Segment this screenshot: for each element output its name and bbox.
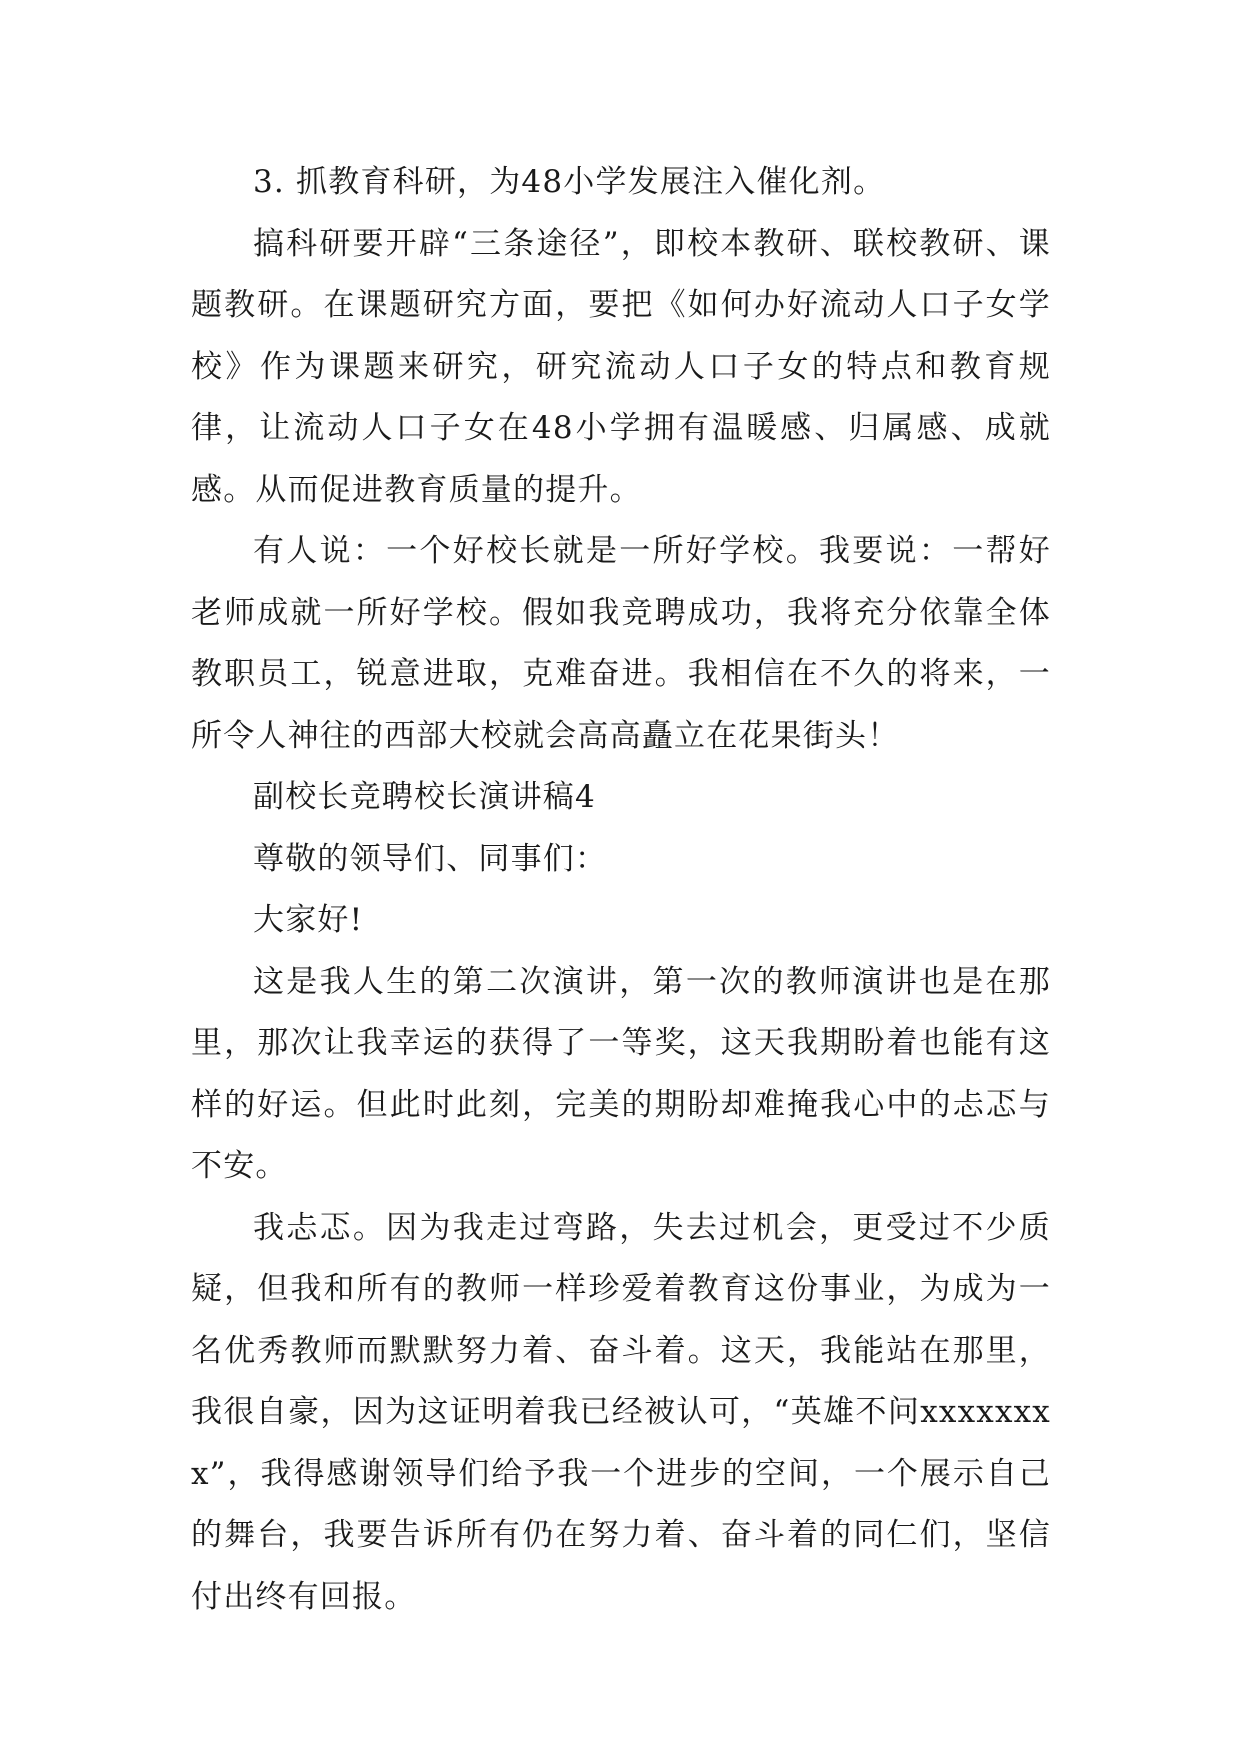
paragraph-second-speech: 这是我人生的第二次演讲，第一次的教师演讲也是在那里，那次让我幸运的获得了一等奖，这天我期盼着也能有这样的好运。但此时此刻，完美的期盼却难掩我心中的忐忑与不安。 bbox=[191, 963, 1051, 1184]
greeting: 大家好! bbox=[253, 902, 364, 938]
paragraph-good-teachers: 有人说：一个好校长就是一所好学校。我要说：一帮好老师成就一所好学校。假如我竞聘成功，我将充分依靠全体教职员工，锐意进取，克难奋进。我相信在不久的将来，一所令人神往的西部大校就会高高矗立在花果街头！ bbox=[191, 533, 1051, 754]
paragraph-nervous: 我忐忑。因为我走过弯路，失去过机会，更受过不少质疑，但我和所有的教师一样珍爱着教育这份事业，为成为一名优秀教师而默默努力着、奋斗着。这天，我能站在那里，我很自豪，因为这证明着我已经被认可，“英雄不问xxxxxxxx”，我得感谢领导们给予我一个进步的空间，一个展示自己的舞台，我要告诉所有仍在努力着、奋斗着的同仁们，坚信付出终有回报。 bbox=[191, 1209, 1051, 1615]
speech-title: 副校长竞聘校长演讲稿4 bbox=[253, 779, 596, 815]
paragraph-research: 搞科研要开辟“三条途径”，即校本教研、联校教研、课题教研。在课题研究方面，要把《如何办好流动人口子女学校》作为课题来研究，研究流动人口子女的特点和教育规律，让流动人口子女在48小学拥有温暖感、归属感、成就感。从而促进教育质量的提升。 bbox=[191, 225, 1051, 508]
salutation: 尊敬的领导们、同事们： bbox=[253, 840, 608, 877]
paragraph-section-3-heading: 3. 抓教育科研，为48小学发展注入催化剂。 bbox=[253, 164, 886, 200]
document-body bbox=[191, 152, 1051, 1628]
